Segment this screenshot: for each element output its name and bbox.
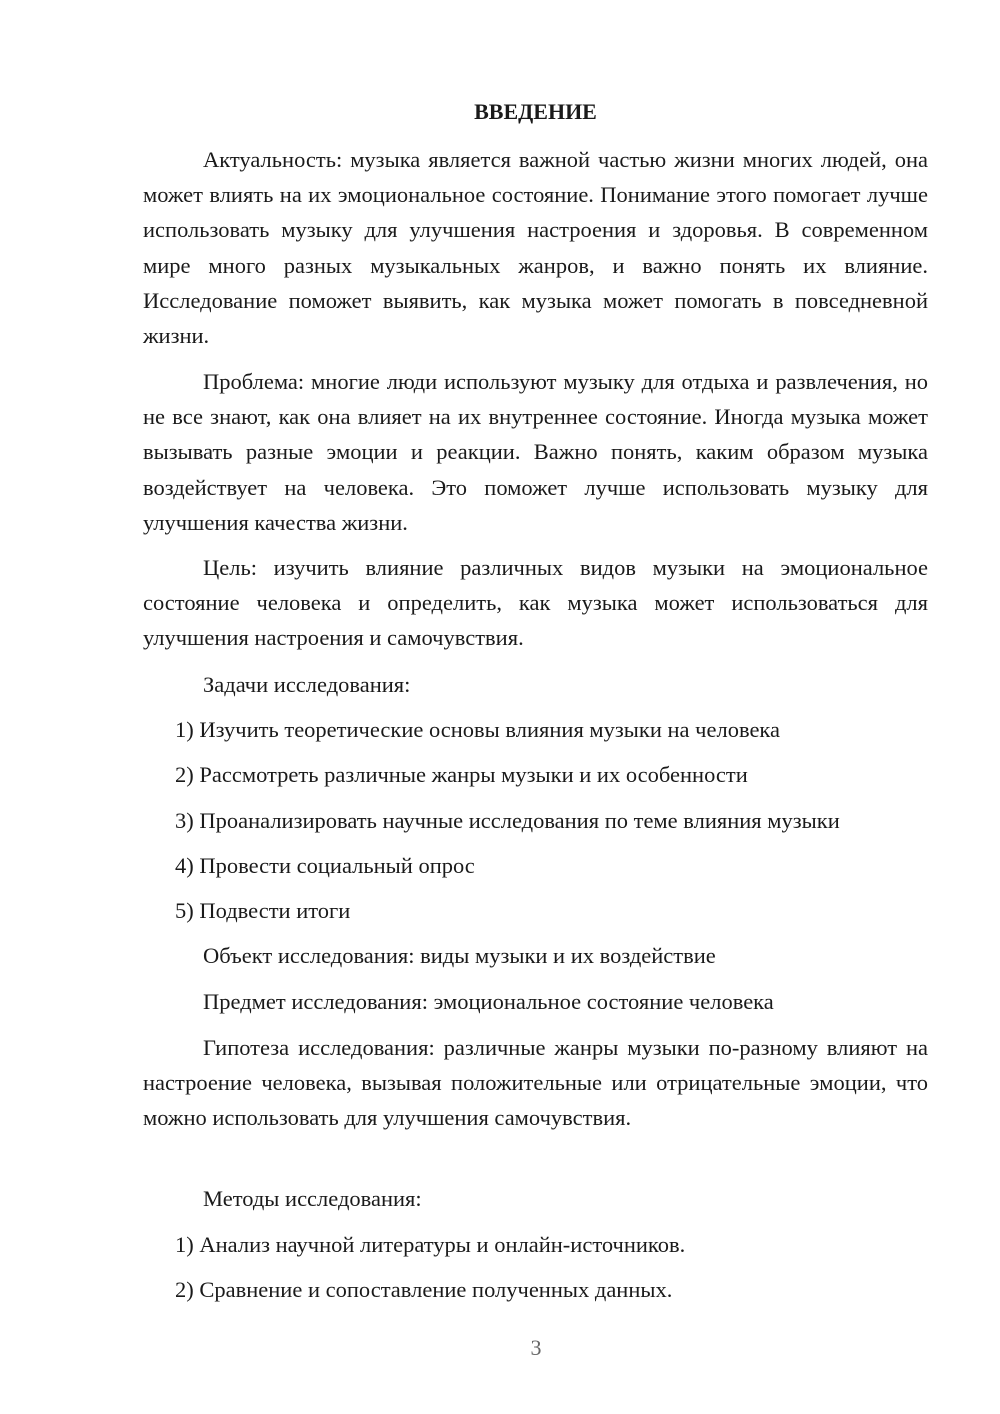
object-line: Объект исследования: виды музыки и их воздействие — [203, 943, 716, 968]
task-item-2: 2) Рассмотреть различные жанры музыки и их особенности — [175, 762, 748, 787]
tasks-heading: Задачи исследования: — [203, 672, 411, 697]
relevance-paragraph: Актуальность: музыка является важной частью жизни многих людей, она может влиять на их эмоциональное состояние. Понимание этого помогает лучше использовать музыку для улучшения настроения и здоровья. В современном мире много разных музыкальных жанров, и важно понять их влияние. Исследование поможет выявить, как музыка может помогать в повседневной жизни. — [143, 147, 928, 349]
page-title: ВВЕДЕНИЕ — [474, 99, 597, 124]
task-item-1: 1) Изучить теоретические основы влияния музыки на человека — [175, 717, 781, 742]
task-item-4: 4) Провести социальный опрос — [175, 853, 475, 878]
problem-paragraph: Проблема: многие люди используют музыку для отдыха и развлечения, но не все знают, как она влияет на их внутреннее состояние. Иногда музыка может вызывать разные эмоции и реакции. Важно понять, каким образом музыка воздействует на человека. Это поможет лучше использовать музыку для улучшения качества жизни. — [143, 369, 928, 535]
method-item-2: 2) Сравнение и сопоставление полученных данных. — [175, 1277, 673, 1302]
hypothesis-paragraph: Гипотеза исследования: различные жанры музыки по-разному влияют на настроение человека, вызывая положительные или отрицательные эмоции, что можно использовать для улучшения самочувствия. — [143, 1035, 928, 1131]
subject-line: Предмет исследования: эмоциональное состояние человека — [203, 989, 774, 1014]
method-item-1: 1) Анализ научной литературы и онлайн-источников. — [175, 1232, 686, 1257]
goal-paragraph: Цель: изучить влияние различных видов музыки на эмоциональное состояние человека и определить, как музыка может использоваться для улучшения настроения и самочувствия. — [143, 555, 928, 651]
methods-heading: Методы исследования: — [203, 1186, 422, 1211]
task-item-5: 5) Подвести итоги — [175, 898, 351, 923]
task-item-3: 3) Проанализировать научные исследования по теме влияния музыки — [175, 808, 840, 833]
page-number: 3 — [530, 1335, 542, 1360]
